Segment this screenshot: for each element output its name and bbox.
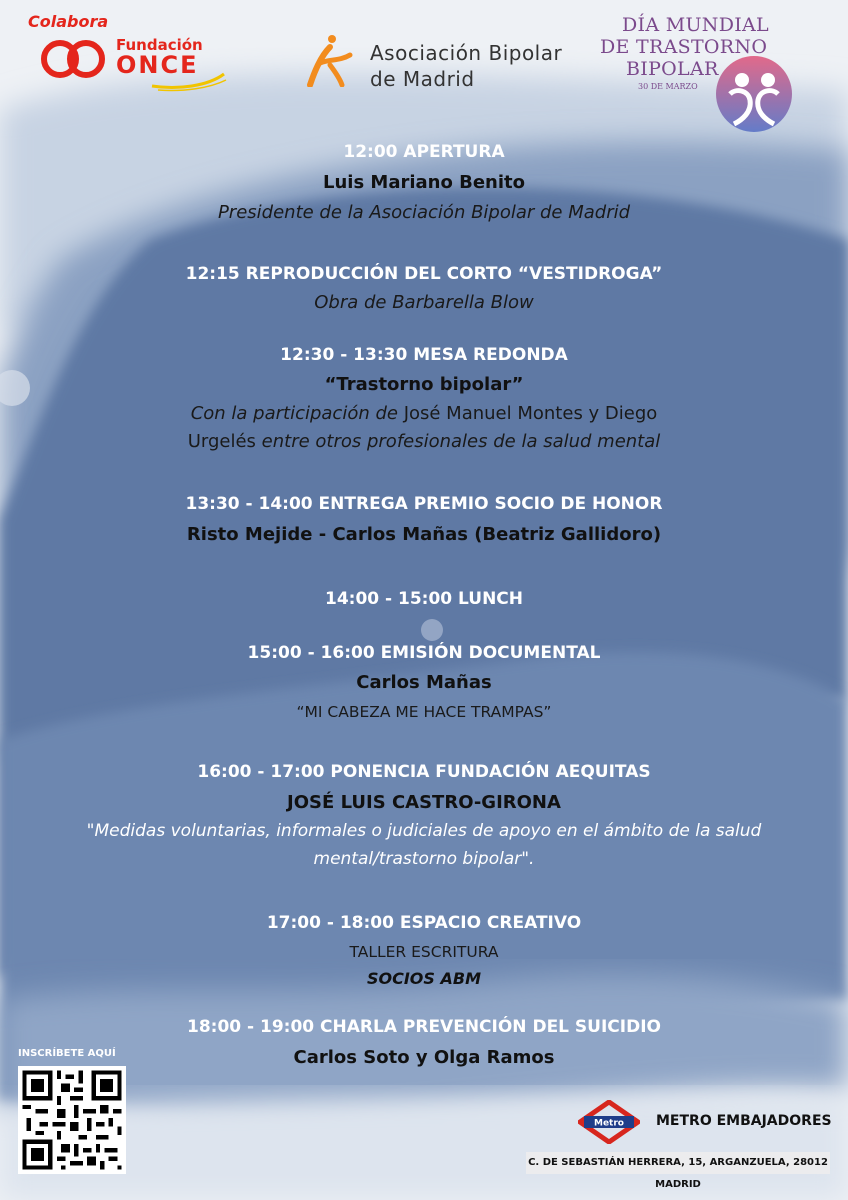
metro-badge-text: Metro [594, 1118, 624, 1129]
abm-line1: Asociación Bipolar [370, 41, 563, 65]
metro-station: METRO EMBAJADORES [656, 1113, 832, 1129]
colabora-label: Colabora [28, 12, 109, 31]
mesa-line2-name: Urgelés [187, 431, 262, 452]
address: C. DE SEBASTIÁN HERRERA, 15, ARGANZUELA, 28012 MADRID [526, 1152, 830, 1174]
creativo-title: 17:00 - 18:00 ESPACIO CREATIVO [266, 913, 582, 933]
apertura-role: Presidente de la Asociación Bipolar de Madrid [217, 202, 631, 223]
charla-title: 18:00 - 19:00 CHARLA PREVENCIÓN DEL SUICIDIO [187, 1017, 661, 1037]
documental-title: 15:00 - 16:00 EMISIÓN DOCUMENTAL [247, 643, 601, 663]
ponencia-speaker: JOSÉ LUIS CASTRO-GIRONA [287, 792, 561, 813]
dia-mundial-emblem-icon [712, 54, 796, 134]
metro-logo-icon [578, 1100, 640, 1144]
abm-wordmark [370, 40, 562, 92]
corto-title: 12:15 REPRODUCCIÓN DEL CORTO “VESTIDROGA” [185, 264, 663, 284]
apertura-title: 12:00 APERTURA [343, 142, 505, 162]
creativo-subtitle: TALLER ESCRITURA [349, 943, 499, 961]
mesa-line2-italic: entre otros profesionales de la salud mental [261, 431, 661, 452]
mesa-line1-italic: Con la participación de [190, 403, 404, 424]
dia-line1: DÍA MUNDIAL [622, 14, 769, 36]
abm-logo-icon [306, 33, 354, 87]
abm-line2: de Madrid [370, 67, 475, 91]
mesa-redonda-line2 [0, 431, 848, 452]
fundacion-once-logo-icon [38, 38, 110, 80]
once-line1: Fundación [116, 36, 203, 54]
dia-date: 30 DE MARZO [638, 82, 698, 91]
once-swoosh-icon [148, 70, 228, 92]
ponencia-quote-line2: mental/trastorno bipolar". [313, 849, 535, 869]
documental-author: Carlos Mañas [356, 672, 492, 693]
premio-names: Risto Mejide - Carlos Mañas (Beatriz Gallidoro) [186, 524, 662, 545]
creativo-who: SOCIOS ABM [366, 969, 481, 988]
mesa-redonda-line1 [0, 403, 848, 424]
documental-film: “MI CABEZA ME HACE TRAMPAS” [296, 703, 552, 721]
dia-line3: BIPOLAR [626, 58, 719, 80]
ponencia-quote-line1: "Medidas voluntarias, informales o judiciales de apoyo en el ámbito de la salud [86, 821, 762, 841]
qr-label: INSCRÍBETE AQUÍ [18, 1048, 116, 1059]
mesa-line1-names: José Manuel Montes y Diego [403, 403, 658, 424]
dia-line2: DE TRASTORNO [600, 36, 768, 58]
charla-speakers: Carlos Soto y Olga Ramos [293, 1047, 555, 1068]
mesa-redonda-title: 12:30 - 13:30 MESA REDONDA [280, 345, 568, 365]
corto-description: Obra de Barbarella Blow [314, 292, 534, 313]
apertura-speaker: Luis Mariano Benito [322, 172, 526, 193]
lunch-title: 14:00 - 15:00 LUNCH [325, 589, 523, 609]
ponencia-title: 16:00 - 17:00 PONENCIA FUNDACIÓN AEQUITAS [197, 762, 651, 782]
qr-code-icon[interactable] [18, 1066, 126, 1174]
once-line2: ONCE [116, 51, 199, 79]
mesa-redonda-topic: “Trastorno bipolar” [324, 374, 524, 395]
premio-title: 13:30 - 14:00 ENTREGA PREMIO SOCIO DE HONOR [185, 494, 663, 514]
